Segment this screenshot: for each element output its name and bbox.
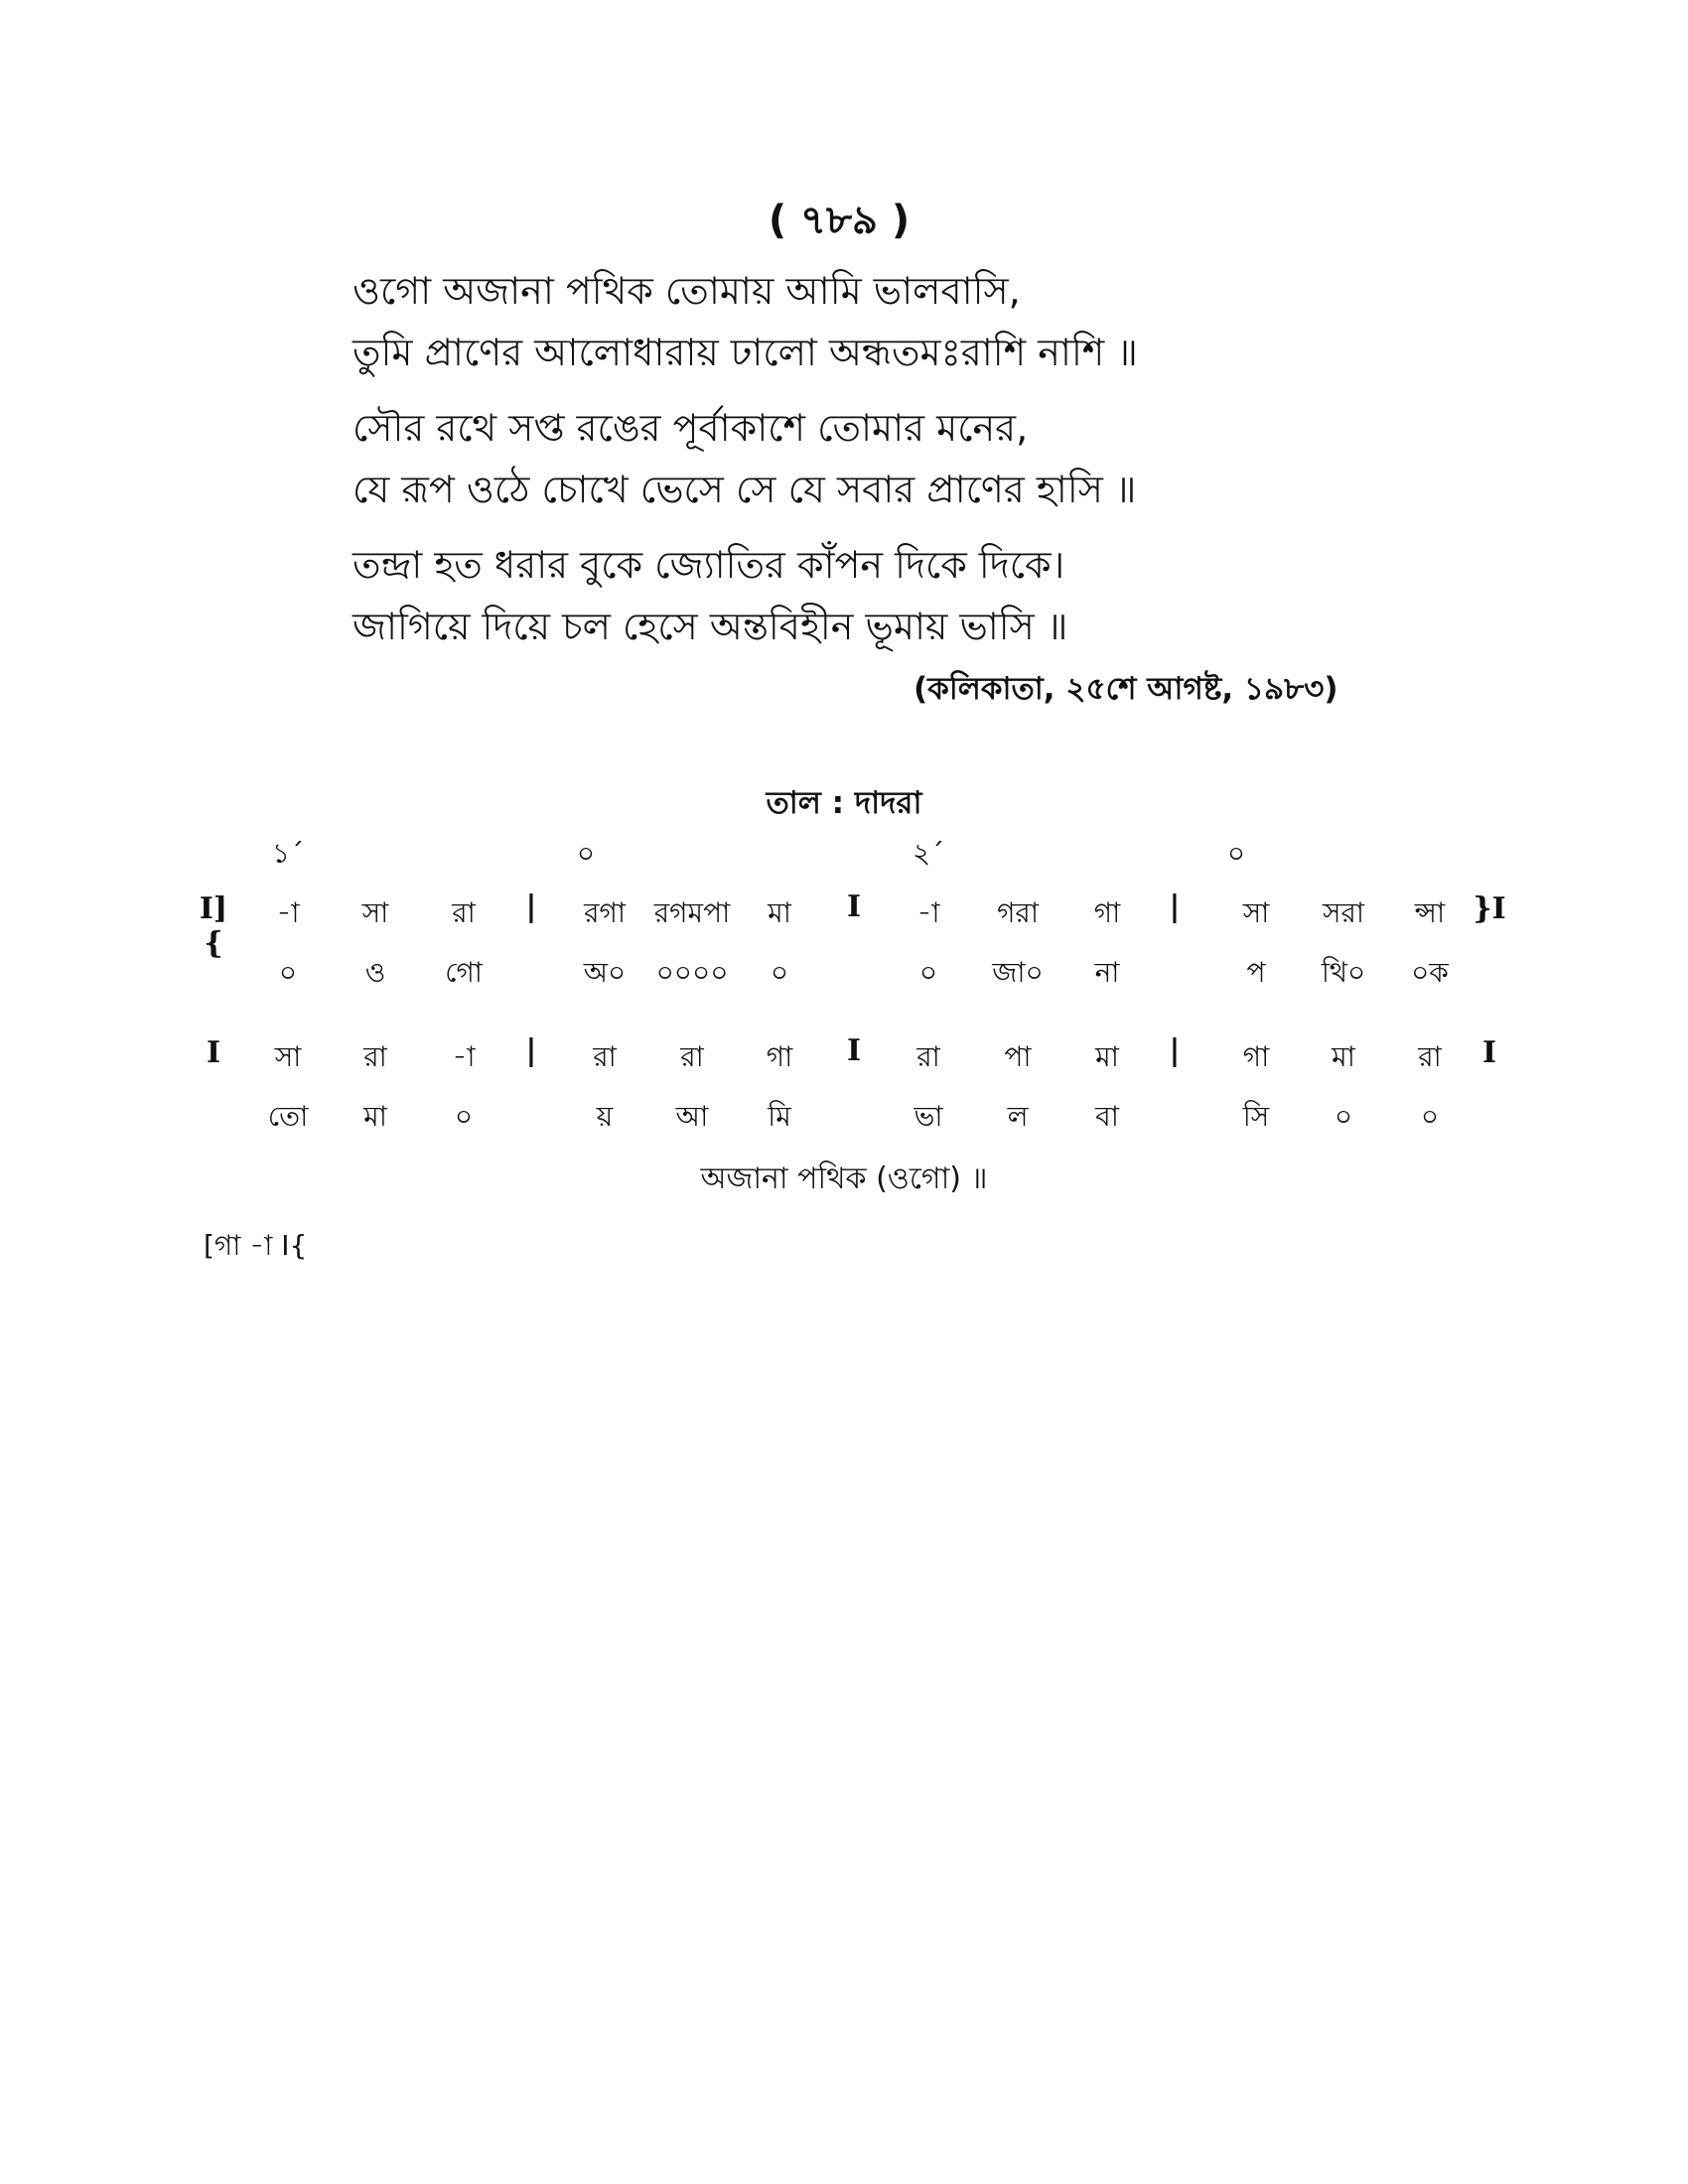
swara: রা (916, 1040, 940, 1073)
beat-mark: ০ (576, 837, 596, 870)
syllable: ০ (454, 1100, 474, 1133)
swara: মা (1095, 1040, 1119, 1073)
refrain-line: অজানা পথিক (ওগো) ॥ (700, 1161, 988, 1196)
syllable: ও (364, 956, 386, 989)
swara: -া (276, 896, 300, 929)
division-bar: | (525, 889, 537, 924)
swara: গা (766, 1040, 793, 1073)
swara: সা (1242, 896, 1270, 929)
swara: গা (1093, 896, 1121, 929)
swara: গা (1242, 1040, 1270, 1073)
swara: রা (593, 1040, 617, 1073)
division-bar: I (846, 1033, 862, 1068)
swara: রা (1418, 1040, 1442, 1073)
swara: মা (768, 896, 791, 929)
swara: সরা (1322, 896, 1365, 929)
bar-marker: I (1481, 1035, 1497, 1070)
division-bar: | (525, 1033, 537, 1068)
syllable: অ০ (583, 956, 627, 989)
division-bar: I (846, 889, 862, 924)
syllable: ০ (1334, 1100, 1353, 1133)
syllable: ০০০০ (655, 956, 729, 989)
swara: রা (680, 1040, 704, 1073)
syllable: না (1094, 956, 1120, 989)
bar-marker: I (206, 1035, 221, 1070)
bar-marker: [গা -া I{ (204, 1229, 308, 1262)
tala-heading: তাল : দাদরা (766, 785, 922, 821)
swara: রা (452, 896, 476, 929)
syllable: আ (675, 1100, 709, 1133)
syllable: প (1246, 956, 1266, 989)
lyric-line: তন্দ্রা হত ধরার বুকে জ্যোতির কাঁপন দিকে দিকে। (352, 543, 1065, 587)
beat-mark: ১´ (271, 837, 305, 870)
syllable: জা০ (992, 956, 1044, 989)
swara: পা (1004, 1040, 1032, 1073)
syllable: মা (363, 1100, 387, 1133)
division-bar: | (1169, 1033, 1181, 1068)
swara: মা (1332, 1040, 1355, 1073)
beat-mark: ০ (1226, 837, 1246, 870)
syllable: ০ক (1411, 956, 1449, 989)
syllable: ল (1007, 1100, 1029, 1133)
syllable: সি (1242, 1100, 1270, 1133)
syllable: ০ (1420, 1100, 1440, 1133)
syllable: মি (768, 1100, 791, 1133)
syllable: ০ (770, 956, 789, 989)
syllable: থি০ (1321, 956, 1366, 989)
lyric-line: জাগিয়ে দিয়ে চল হেসে অন্তবিহীন ভূমায় ভাসি ॥ (352, 605, 1068, 648)
syllable: বা (1095, 1100, 1119, 1133)
lyric-line: তুমি প্রাণের আলোধারায় ঢালো অন্ধতমঃরাশি নাশি ॥ (352, 331, 1138, 374)
bar-marker: }I (1473, 891, 1506, 926)
swara: -া (916, 896, 940, 929)
colophon: (কলিকাতা, ২৫শে আগষ্ট, ১৯৮৩) (914, 671, 1338, 707)
lyric-line: সৌর রথে সপ্ত রঙের পূর্বাকাশে তোমার মনের, (352, 406, 1029, 450)
syllable: ০ (918, 956, 938, 989)
lyric-line: ওগো অজানা পথিক তোমায় আমি ভালবাসি, (352, 269, 1021, 313)
syllable: গো (445, 956, 483, 989)
beat-mark: ২´ (912, 837, 945, 870)
swara: রা (363, 1040, 387, 1073)
bar-marker: I]{ (199, 891, 228, 961)
swara: সা (361, 896, 389, 929)
page-number: ( ৭৮৯ ) (768, 198, 911, 243)
syllable: তো (267, 1100, 309, 1133)
swara: -া (452, 1040, 476, 1073)
swara: রগা (584, 896, 626, 929)
swara: গরা (997, 896, 1039, 929)
swara: রগমপা (653, 896, 731, 929)
swara: ন্সা (1414, 896, 1446, 929)
lyric-line: যে রূপ ওঠে চোখে ভেসে সে যে সবার প্রাণের হাসি ॥ (352, 468, 1137, 511)
syllable: ০ (278, 956, 298, 989)
syllable: ভা (914, 1100, 943, 1133)
division-bar: | (1169, 889, 1181, 924)
swara: সা (274, 1040, 302, 1073)
syllable: য় (596, 1100, 614, 1133)
